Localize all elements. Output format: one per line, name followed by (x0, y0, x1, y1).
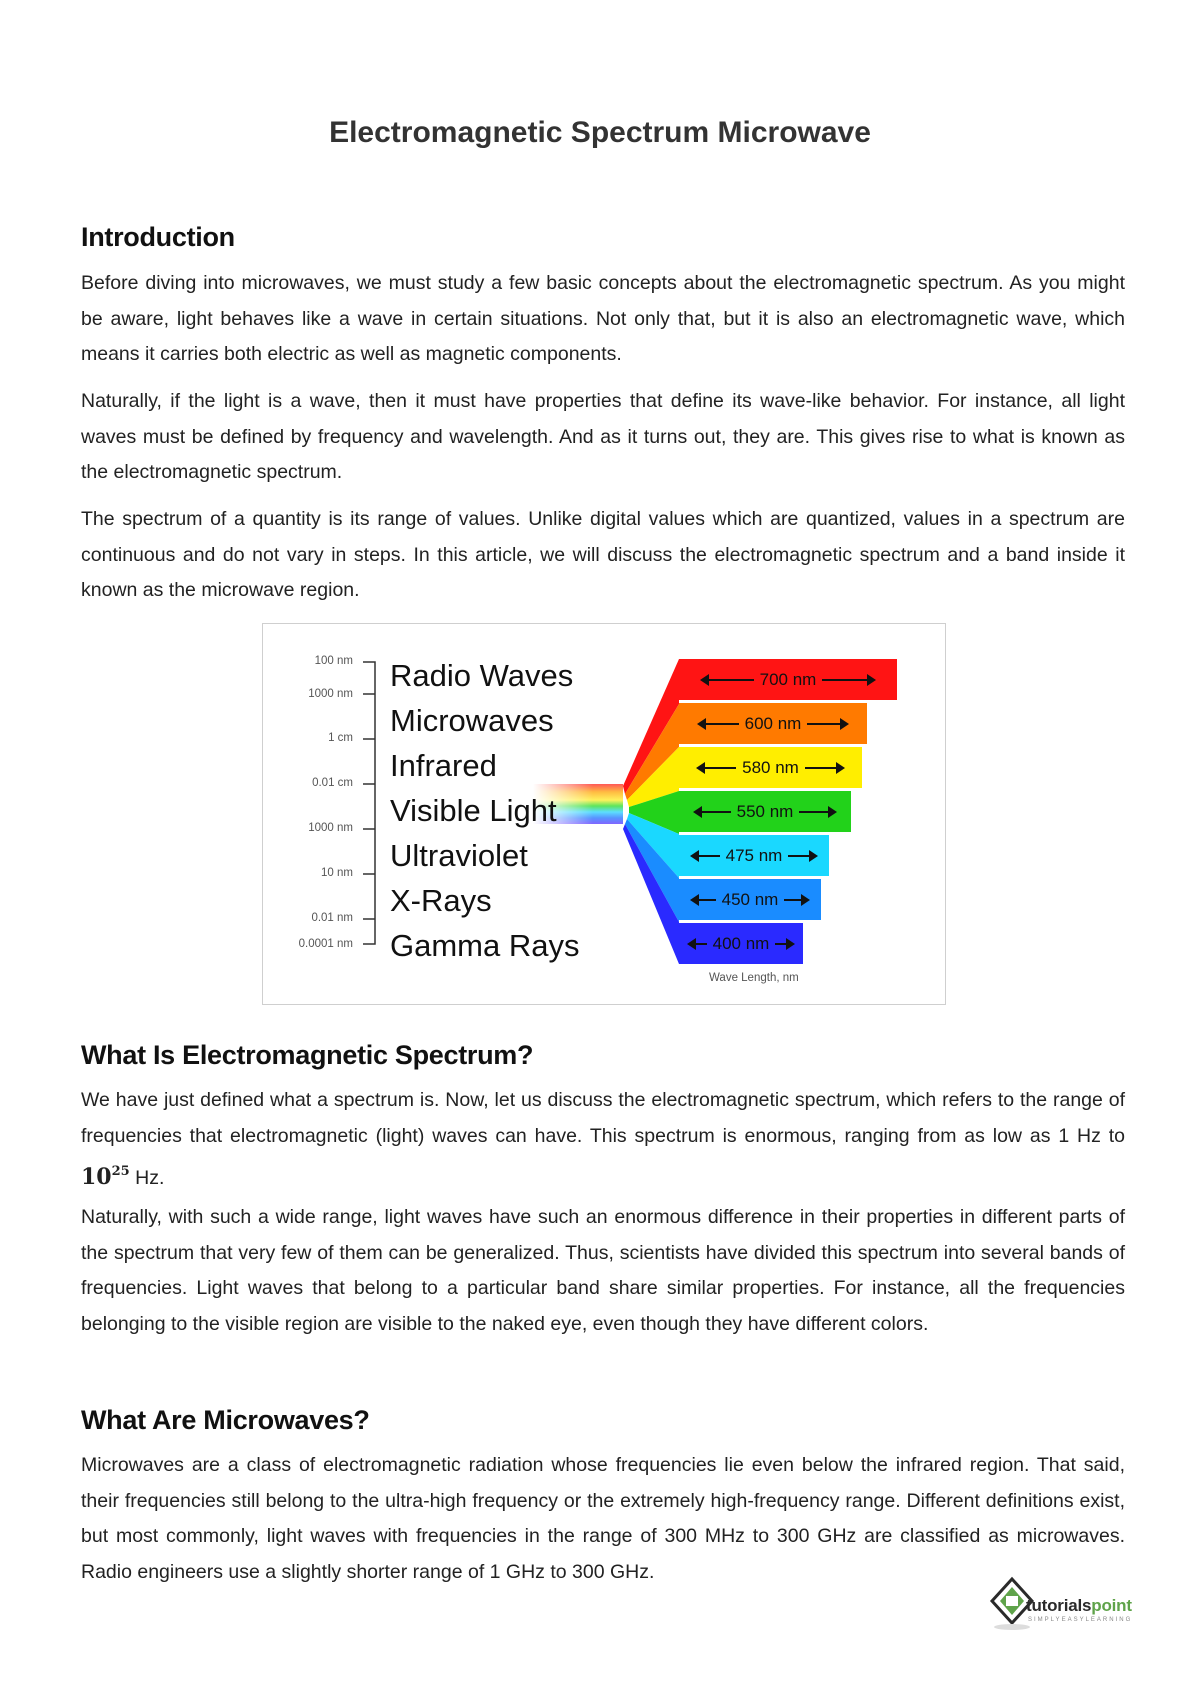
band-label-radio: Radio Waves (390, 658, 574, 693)
em-spectrum-paragraph-1 (81, 1083, 1125, 1197)
logo-name-a: tutorials (1026, 1596, 1092, 1615)
wavelength-label: 400 nm (712, 933, 770, 953)
arrow-right-icon (805, 767, 837, 769)
scale-tick: 1 cm (328, 732, 353, 744)
scale-tick: 1000 nm (308, 688, 353, 700)
wavelength-bar-400 (679, 923, 803, 964)
wavelength-label: 600 nm (744, 713, 802, 733)
band-label-visible: Visible Light (390, 793, 557, 828)
scale-tick: 1000 nm (308, 822, 353, 834)
page-title: Electromagnetic Spectrum Microwave (329, 116, 871, 149)
scale-tick: 0.01 cm (312, 777, 353, 789)
wavelength-label: 475 nm (725, 845, 783, 865)
power-exponent: 25 (111, 1164, 130, 1179)
em-spectrum-text-after: Hz. (129, 1167, 165, 1189)
wavelength-bar-550 (679, 791, 851, 832)
arrow-left-icon (708, 679, 754, 681)
microwaves-paragraph-1: Microwaves are a class of electromagnetic radiation whose frequencies lie even below the infrared region. That said, their frequencies still belong to the ultra-high frequency or the extremely high-frequency range. Different definitions exist, but most commonly, light waves with frequencies in the range of 300 MHz to 300 GHz are classified as microwaves. Radio engineers use a slightly shorter range of 1 GHz to 300 GHz. (81, 1454, 1125, 1583)
power-of-ten (81, 1164, 130, 1190)
logo-tagline: SIMPLYEASYLEARNING (1028, 1617, 1133, 1623)
arrow-right-icon (784, 899, 802, 901)
arrow-left-icon (698, 899, 716, 901)
arrow-left-icon (704, 767, 736, 769)
wavelength-label: 550 nm (736, 801, 794, 821)
band-label-infrared: Infrared (390, 748, 497, 783)
power-base: 10 (81, 1164, 112, 1190)
band-label-microwaves: Microwaves (390, 703, 554, 738)
logo-wordmark (1026, 1596, 1132, 1616)
intro-paragraph-1: Before diving into microwaves, we must study a few basic concepts about the electromagnetic spectrum. As you might be aware, light behaves like a wave in certain situations. Not only that, but it is also an electromagnetic wave, which means it carries both electric as well as magnetic components. (81, 272, 1125, 365)
arrow-left-icon (701, 811, 731, 813)
spectrum-figure (262, 623, 946, 1005)
intro-paragraph-2: Naturally, if the light is a wave, then it must have properties that define its wave-like behavior. For instance, all light waves must be defined by frequency and wavelength. And as it turns out, they are. This gives rise to what is known as the electromagnetic spectrum. (81, 390, 1125, 483)
intro-paragraph-3: The spectrum of a quantity is its range of values. Unlike digital values which are quantized, values in a spectrum are continuous and do not vary in steps. In this article, we will discuss the electromagnetic spectrum and a band inside it known as the microwave region. (81, 508, 1125, 601)
figure-caption: Wave Length, nm (709, 972, 799, 984)
wavelength-bar-580 (679, 747, 862, 788)
scale-tick: 10 nm (321, 867, 353, 879)
band-label-xrays: X-Rays (390, 883, 492, 918)
scale-bracket (363, 662, 375, 944)
arrow-left-icon (705, 723, 739, 725)
wavelength-bar-450 (679, 879, 821, 920)
em-spectrum-text-before: We have just defined what a spectrum is. Now, let us discuss the electromagnetic spectrum, which refers to the range of frequencies that electromagnetic (light) waves can have. This spectrum is enormous, ranging from as low as 1 Hz to (81, 1089, 1125, 1147)
scale-tick: 0.01 nm (311, 912, 353, 924)
arrow-left-icon (698, 855, 720, 857)
arrow-right-icon (799, 811, 829, 813)
wavelength-bar-475 (679, 835, 829, 876)
wavelength-bar-700 (679, 659, 897, 700)
logo-name-b: point (1091, 1596, 1132, 1615)
arrow-right-icon (788, 855, 810, 857)
band-label-ultraviolet: Ultraviolet (390, 838, 528, 873)
section-heading-em-spectrum: What Is Electromagnetic Spectrum? (81, 1040, 534, 1070)
arrow-right-icon (807, 723, 841, 725)
wavelength-bar-600 (679, 703, 867, 744)
arrow-left-icon (695, 943, 707, 945)
band-label-gamma: Gamma Rays (390, 928, 580, 963)
em-spectrum-paragraph-2: Naturally, with such a wide range, light waves have such an enormous difference in their properties in different parts of the spectrum that very few of them can be generalized. Thus, scientists have divided this spectrum into several bands of frequencies. Light waves that belong to a particular band share similar properties. For instance, all the frequencies belonging to the visible region are visible to the naked eye, even though they have different colors. (81, 1206, 1125, 1335)
scale-tick: 0.0001 nm (298, 938, 353, 950)
scale-tick: 100 nm (314, 655, 353, 667)
wavelength-label: 580 nm (742, 757, 799, 777)
wavelength-label: 450 nm (721, 889, 779, 909)
arrow-right-icon (775, 943, 787, 945)
arrow-right-icon (822, 679, 868, 681)
wavelength-label: 700 nm (759, 669, 817, 689)
section-heading-microwaves: What Are Microwaves? (81, 1405, 370, 1435)
section-heading-introduction: Introduction (81, 222, 235, 252)
